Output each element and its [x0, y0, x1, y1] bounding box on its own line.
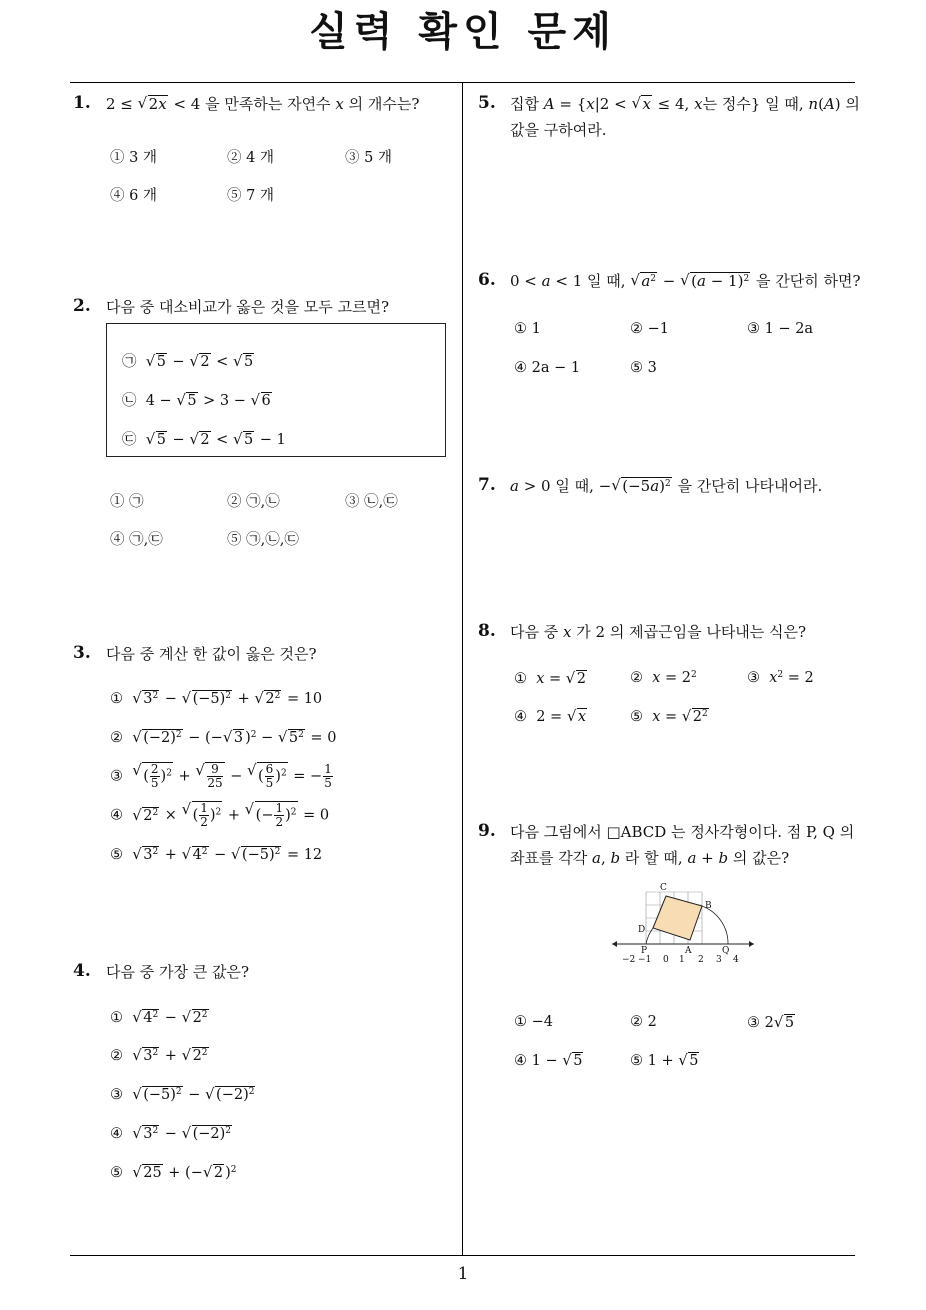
- q3-option-4[interactable]: ④ √ $2^2$ × √ ( $\frac{1}{2}$ )$^2$ + √ (− $\frac{1}{2}$ )$^2$ = 0: [110, 801, 329, 829]
- tick-neg1: −1: [638, 955, 652, 965]
- q8-text: 다음 중 x 가 2 의 제곱근임을 나타내는 식은?: [510, 623, 807, 641]
- q3-option-3[interactable]: ③ √ ( $\frac{2}{5}$ )$^2$ + √ $\frac{9}{25}$ − √ ( $\frac{6}{5}$ )$^2$ = − $\frac{1}{5}$: [110, 762, 334, 790]
- page-title: 실력 확인 문제: [309, 9, 617, 55]
- q6-number: 6.: [478, 270, 496, 290]
- q2-statement-2: ㉡ 4 − √ 5 > 3 − √ 6: [122, 389, 273, 410]
- q9-option-5[interactable]: ⑤ 1 + √ 5: [630, 1052, 700, 1069]
- q8-option-3[interactable]: ③ $x^2 = 2$: [747, 670, 814, 686]
- q4-option-4[interactable]: ④ √ $3^2$ − √ $(-2)^2$: [110, 1125, 233, 1142]
- q9-text: 다음 그림에서 □ABCD 는 정사각형이다. 점 P, Q 의 좌표를 각각 a, b 라 할 때, a + b 의 값은?: [510, 823, 855, 867]
- q7-number: 7.: [478, 475, 496, 495]
- q4-option-3[interactable]: ③ √ $(-5)^2$ − √ $(-2)^2$: [110, 1086, 256, 1103]
- q4-option-2[interactable]: ② √ $3^2$ + √ $2^2$: [110, 1047, 210, 1064]
- tick-3: 3: [716, 955, 722, 965]
- q4-text: 다음 중 가장 큰 값은?: [106, 963, 250, 981]
- q9-number: 9.: [478, 821, 496, 841]
- q2-option-4[interactable]: ④ ㉠,㉢: [110, 532, 163, 548]
- q3-option-2[interactable]: ② √ $(-2)^2$ − (−√ 3 )$^2$ − √ $5^2 = 0$: [110, 729, 336, 746]
- fig-label-p: P: [641, 946, 648, 956]
- q9-option-3[interactable]: ③ 2√ 5: [747, 1014, 796, 1031]
- q8-number: 8.: [478, 621, 496, 641]
- q2-statement-1: ㉠ √ 5 − √ 2 < √ 5: [122, 350, 255, 371]
- q9-option-2[interactable]: ② 2: [630, 1014, 657, 1030]
- q2-option-2[interactable]: ② ㉠,㉡: [227, 494, 280, 510]
- q8-option-2[interactable]: ② $x = 2^2$: [630, 670, 697, 686]
- q9-option-4[interactable]: ④ 1 − √ 5: [514, 1052, 584, 1069]
- q2-option-1[interactable]: ① ㉠: [110, 494, 144, 510]
- bottom-rule: [70, 1255, 855, 1256]
- column-divider: [462, 83, 463, 1255]
- tick-4: 4: [733, 955, 739, 965]
- q1-number: 1.: [73, 93, 91, 113]
- q2-option-5[interactable]: ⑤ ㉠,㉡,㉢: [227, 532, 299, 548]
- tick-2: 2: [698, 955, 704, 965]
- tick-0: 0: [663, 955, 669, 965]
- q3-text: 다음 중 계산 한 값이 옳은 것은?: [106, 645, 317, 663]
- q1-text: 2 ≤ √ 2x < 4 을 만족하는 자연수 x 의 개수는?: [106, 91, 419, 117]
- q4-number: 4.: [73, 961, 91, 981]
- q3-option-1[interactable]: ① √ $3^2$ − √ $(-5)^2$ + √ $2^2 = 10$: [110, 690, 322, 707]
- q1-option-2[interactable]: ② 4 개: [227, 150, 274, 166]
- q8-option-5[interactable]: ⑤ x = √ $2^2$: [630, 708, 710, 725]
- tick-1: 1: [679, 955, 685, 965]
- q5-number: 5.: [478, 93, 496, 113]
- q6-option-1[interactable]: ① 1: [514, 321, 541, 337]
- q2-statement-3: ㉢ √ 5 − √ 2 < √ 5 − 1: [122, 428, 286, 449]
- fig-label-b: B: [705, 901, 712, 911]
- q1-option-1[interactable]: ① 3 개: [110, 150, 157, 166]
- q8-option-4[interactable]: ④ 2 = √ x: [514, 708, 588, 725]
- q5-text: 집합 A = {x|2 < √ x ≤ 4, x는 정수} 일 때, n(A) 의 값을 구하여라.: [510, 91, 860, 143]
- q1-option-5[interactable]: ⑤ 7 개: [227, 188, 274, 204]
- q9-option-1[interactable]: ① −4: [514, 1014, 553, 1030]
- q6-option-5[interactable]: ⑤ 3: [630, 360, 657, 376]
- q9-figure: [608, 880, 758, 968]
- q2-text: 다음 중 대소비교가 옳은 것을 모두 고르면?: [106, 298, 389, 316]
- q6-option-4[interactable]: ④ 2a − 1: [514, 360, 581, 376]
- q6-option-3[interactable]: ③ 1 − 2a: [747, 321, 814, 337]
- q3-option-5[interactable]: ⑤ √ $3^2$ + √ $4^2$ − √ $(-5)^2 = 12$: [110, 846, 322, 863]
- q2-option-3[interactable]: ③ ㉡,㉢: [345, 494, 398, 510]
- q2-number: 2.: [73, 296, 91, 316]
- q3-number: 3.: [73, 643, 91, 663]
- q6-text: 0 < a < 1 일 때, √ $a^2$ − √ $(a - 1)^2$ 을 간단히 하면?: [510, 268, 861, 294]
- fig-label-a: A: [685, 946, 692, 956]
- fig-label-q: Q: [722, 946, 730, 956]
- tick-neg2: −2: [622, 955, 636, 965]
- q1-option-3[interactable]: ③ 5 개: [345, 150, 392, 166]
- q8-option-1[interactable]: ① x = √ 2: [514, 670, 588, 687]
- q6-option-2[interactable]: ② −1: [630, 321, 669, 337]
- fig-label-d: D: [638, 925, 646, 935]
- page-number: 1: [457, 1264, 469, 1284]
- square-abcd: [653, 896, 702, 940]
- q1-option-4[interactable]: ④ 6 개: [110, 188, 157, 204]
- q7-text: a > 0 일 때, −√ $(-5a)^2$ 을 간단히 나타내어라.: [510, 473, 822, 499]
- q4-option-5[interactable]: ⑤ √ 25 + (−√ 2 )$^2$: [110, 1164, 237, 1181]
- fig-label-c: C: [660, 883, 667, 893]
- q4-option-1[interactable]: ① √ $4^2$ − √ $2^2$: [110, 1009, 210, 1026]
